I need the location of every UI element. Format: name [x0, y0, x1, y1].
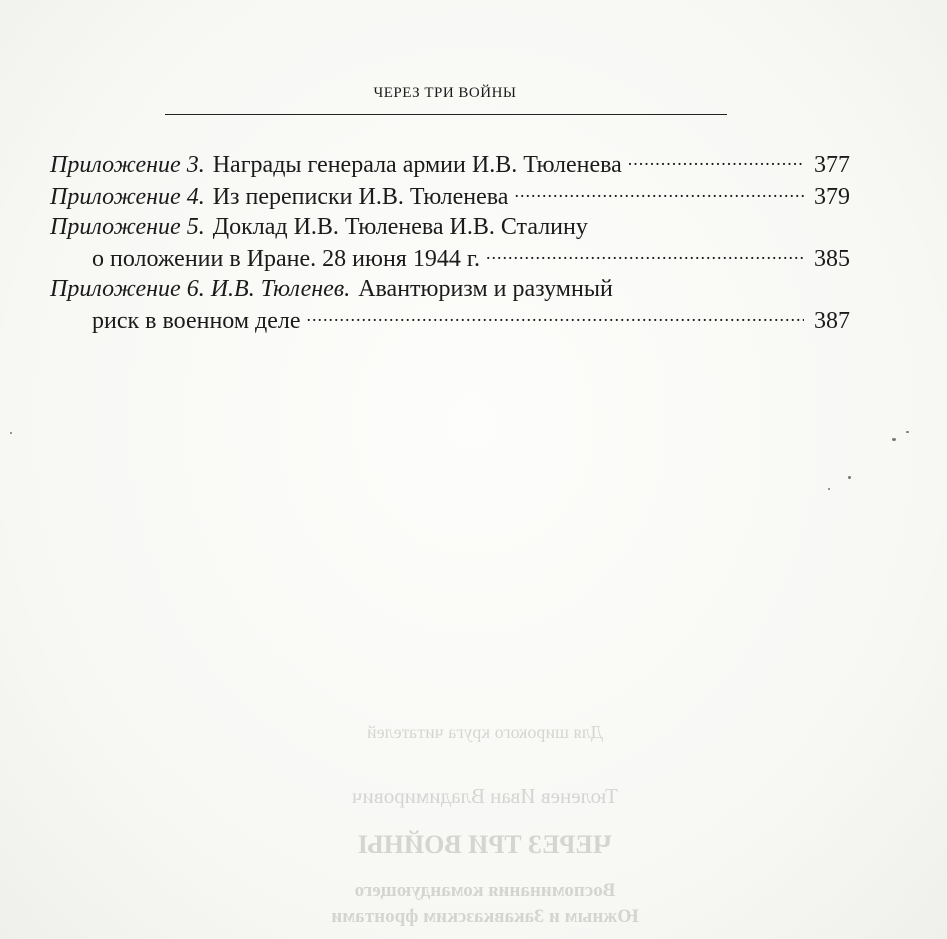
table-of-contents [50, 148, 850, 336]
toc-entry-label: Приложение 5. [50, 214, 205, 240]
toc-entry-title: Награды генерала армии И.В. Тюленева [212, 152, 622, 178]
toc-entry-title-continued: риск в военном деле [92, 308, 301, 334]
toc-entry-title: Из переписки И.В. Тюленева [212, 184, 509, 210]
dot-leader [514, 180, 804, 204]
toc-entry-label: Приложение 6. И.В. Тюленев. [50, 276, 351, 302]
toc-entry-appendix-6 [50, 274, 850, 336]
toc-line [50, 274, 850, 304]
toc-entry-appendix-4 [50, 180, 850, 212]
bleed-through-text: ЧЕРЕЗ ТРИ ВОЙНЫ [358, 830, 612, 859]
scan-speck [906, 431, 909, 433]
scan-speck [848, 476, 851, 479]
toc-line [50, 180, 850, 212]
toc-entry-label: Приложение 4. [50, 184, 205, 210]
toc-entry-appendix-3 [50, 148, 850, 180]
bleed-through-text: Южным и Закавказским фронтами [331, 906, 639, 927]
dot-leader [307, 304, 804, 328]
toc-entry-label: Приложение 3. [50, 152, 205, 178]
toc-line [50, 148, 850, 180]
toc-entry-appendix-5 [50, 212, 850, 274]
scan-speck [10, 432, 12, 434]
running-head-rule [165, 114, 727, 115]
toc-entry-title-continued: о положении в Иране. 28 июня 1944 г. [92, 246, 480, 272]
toc-page-number: 379 [814, 184, 850, 210]
scan-speck [828, 488, 830, 490]
bleed-through-text: Тюленев Иван Владимирович [351, 784, 619, 808]
dot-leader [628, 148, 804, 172]
bleed-through-text: Воспоминания командующего [354, 880, 616, 901]
bleed-through-text: Для широкого круга читателей [367, 722, 603, 742]
toc-entry-title: Доклад И.В. Тюленева И.В. Сталину [212, 214, 588, 240]
toc-line-continuation [50, 242, 850, 274]
running-head: ЧЕРЕЗ ТРИ ВОЙНЫ [373, 85, 517, 101]
toc-page-number: 377 [814, 152, 850, 178]
toc-page-number: 387 [814, 308, 850, 334]
toc-page-number: 385 [814, 246, 850, 272]
toc-line [50, 212, 850, 242]
dot-leader [486, 242, 804, 266]
scan-speck [892, 438, 896, 441]
toc-line-continuation [50, 304, 850, 336]
toc-entry-title: Авантюризм и разумный [358, 276, 613, 302]
